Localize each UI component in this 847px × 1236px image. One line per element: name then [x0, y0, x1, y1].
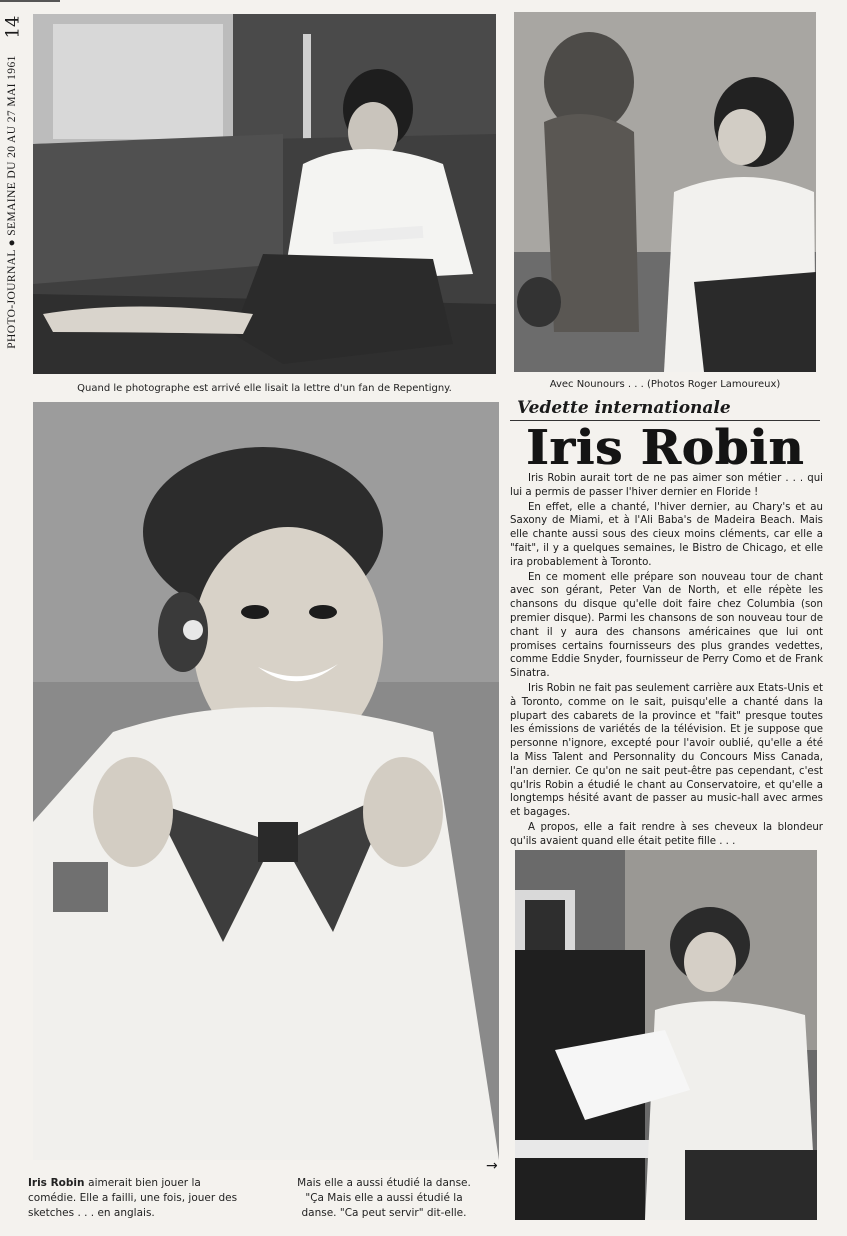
photo-reading-letter: [33, 14, 496, 374]
article-body: [510, 472, 823, 850]
photo-at-piano: [515, 850, 817, 1220]
caption-portrait: [28, 1176, 248, 1221]
caption-name: Iris Robin: [28, 1177, 85, 1189]
photo-with-teddy-bear: [514, 12, 816, 372]
article-paragraph: Iris Robin ne fait pas seulement carrière aux Etats-Unis et à Toronto, comme on le sait, puisqu'elle a chanté dans la plupart des cabarets de la province et "fait" presque toutes les émissions de variétés de la télévision. Et je suppose que personne n'ignore, excepté pour l'avoir oublié, qu'elle a été la Miss Talent and Personnality du Concours Miss Canada, l'an dernier. Ce qu'on ne sait peut-être pas cependant, c'est qu'Iris Robin a étudié le chant au Conservatoire, et qu'elle a longtemps hésité avant de passer au music-hall avec armes et bagages.: [510, 682, 823, 819]
photo-portrait-smiling: [33, 402, 499, 1160]
page-number: 14: [2, 15, 24, 39]
publication-side-line: PHOTO-JOURNAL ● SEMAINE DU 20 AU 27 MAI 1961: [6, 55, 18, 349]
section-kicker: Vedette internationale: [517, 398, 731, 418]
article-paragraph: Iris Robin aurait tort de ne pas aimer son métier . . . qui lui a permis de passer l'hiver dernier en Floride !: [510, 473, 823, 498]
arrow-right-icon: →: [486, 1158, 498, 1174]
caption-text: aimerait bien jouer la comédie. Elle a failli, une fois, jouer des sketches . . . en anglais.: [28, 1177, 238, 1219]
article-title: Iris Robin: [525, 420, 805, 476]
photo-caption-teddy: Avec Nounours . . . (Photos Roger Lamoureux): [549, 379, 781, 390]
caption-dance: Mais elle a aussi étudié la danse. "Ça Mais elle a aussi étudié la danse. "Ca peut servir" dit-elle.: [297, 1177, 471, 1219]
article-paragraph: A propos, elle a fait rendre à ses cheveux la blondeur qu'ils avaient quand elle était petite fille . . .: [510, 821, 823, 847]
article-paragraph: En ce moment elle prépare son nouveau tour de chant avec son gérant, Peter Van de North, et elle répète les chansons du disque qu'elle doit faire chez Columbia (son premier disque). Parmi les chansons de son nouveau tour de chant il y aura des chansons américaines que lui ont promises certains fournisseurs des plus grandes vedettes, comme Eddie Snyder, fournisseur de Perry Como et de Frank Sinatra.: [510, 571, 823, 680]
top-rule: [0, 0, 60, 2]
article-paragraph: En effet, elle a chanté, l'hiver dernier, au Chary's et au Saxony de Miami, et à l'Ali Baba's de Madeira Beach. Mais elle chante aussi sous des cieux moins cléments, car elle a "fait", il y a quelques semaines, le Bistro de Chicago, et elle ira probablement à Toronto.: [510, 501, 823, 568]
photo-caption-reading: Quand le photographe est arrivé elle lisait la lettre d'un fan de Repentigny.: [77, 383, 452, 394]
